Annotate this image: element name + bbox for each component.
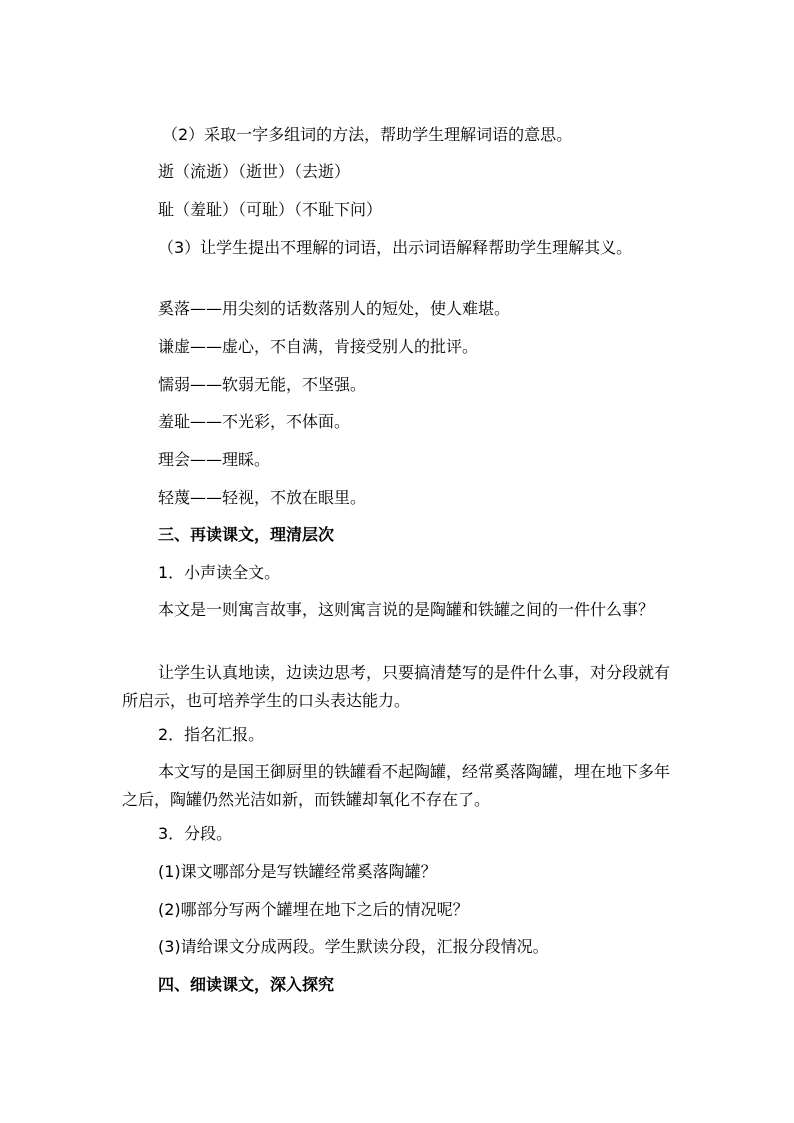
- paragraph-word-chi: 耻（羞耻）（可耻）（不耻下问）: [158, 200, 383, 219]
- section-heading-3: 三、再读课文，理清层次: [158, 525, 335, 544]
- definition-lihui: 理会——理睬。: [158, 450, 271, 469]
- paragraph-word-shi: 逝（流逝）（逝世）（去逝）: [158, 162, 351, 181]
- section-heading-4: 四、细读课文，深入探究: [158, 975, 335, 994]
- paragraph-method-2: （2）采取一字多组词的方法，帮助学生理解词语的意思。: [162, 125, 573, 144]
- paragraph-method-3: （3）让学生提出不理解的词语，出示词语解释帮助学生理解其义。: [158, 238, 633, 257]
- definition-xiuchi: 羞耻——不光彩，不体面。: [158, 412, 351, 431]
- step-1: 1．小声读全文。: [158, 563, 281, 582]
- paragraph-fable-question: 本文是一则寓言故事，这则寓言说的是陶罐和铁罐之间的一件什么事？: [158, 600, 655, 619]
- question-1: (1)课文哪部分是写铁罐经常奚落陶罐？: [158, 862, 437, 881]
- step-2: 2．指名汇报。: [158, 725, 265, 744]
- definition-qingmie: 轻蔑——轻视，不放在眼里。: [158, 488, 367, 507]
- paragraph-report: 本文写的是国王御厨里的铁罐看不起陶罐，经常奚落陶罐，埋在地下多年之后，陶罐仍然光洁如新，而铁罐却氧化不存在了。: [122, 762, 671, 809]
- definition-qianxu: 谦虚——虚心，不自满，肯接受别人的批评。: [158, 337, 479, 356]
- definition-xiluo: 奚落——用尖刻的话数落别人的短处，使人难堪。: [158, 299, 511, 318]
- step-3: 3．分段。: [158, 824, 233, 843]
- question-3: (3)请给课文分成两段。学生默读分段，汇报分段情况。: [158, 937, 549, 956]
- paragraph-reading-guide: 让学生认真地读，边读边思考，只要搞清楚写的是件什么事，对分段就有所启示，也可培养学生的口头表达能力。: [122, 663, 671, 710]
- question-2: (2)哪部分写两个罐埋在地下之后的情况呢？: [158, 900, 469, 919]
- definition-nuoruo: 懦弱——软弱无能，不坚强。: [158, 375, 367, 394]
